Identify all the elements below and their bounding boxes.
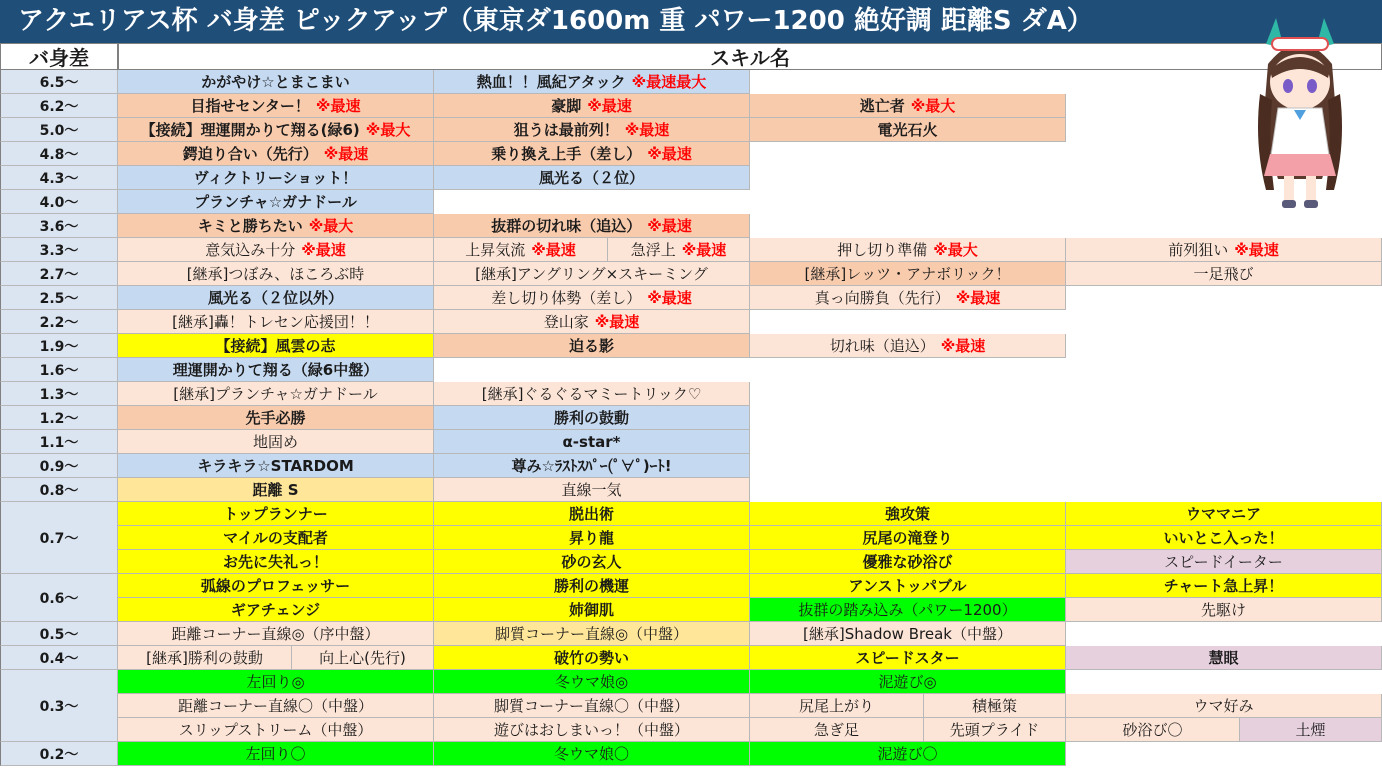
note-label: ※最速	[647, 289, 692, 307]
distance-cell	[0, 310, 118, 334]
skill-cell-label: 熱血！！風紀アタック	[476, 73, 626, 91]
skill-cell-label: 差し切り体勢（差し）	[491, 289, 642, 307]
distance-cell-label: 6.5～	[39, 74, 79, 91]
skill-cell-label: かがやけ☆とまこまい	[201, 73, 350, 91]
skill-cell-label: 直線一気	[561, 481, 622, 499]
skill-cell	[434, 550, 750, 574]
skill-cell-label: 一足飛び	[1193, 265, 1254, 283]
skill-cell	[118, 694, 434, 718]
skill-cell-label: 上昇気流	[465, 241, 526, 259]
skill-cell-label: 慧眼	[1208, 649, 1239, 667]
skill-cell-label: 砂の玄人	[561, 553, 622, 571]
note-label: ※最大	[365, 121, 411, 139]
distance-cell	[0, 574, 118, 622]
skill-cell-label: 向上心(先行)	[319, 649, 406, 667]
skill-cell	[1066, 502, 1382, 526]
skill-cell	[1066, 598, 1382, 622]
skill-cell	[1066, 574, 1382, 598]
skill-cell	[434, 646, 750, 670]
skill-cell-label: ヴィクトリーショット！	[193, 169, 358, 187]
skill-cell	[750, 286, 1066, 310]
skill-cell-label: 強攻策	[884, 505, 930, 523]
distance-cell-label: 1.3～	[39, 386, 79, 403]
distance-cell	[0, 502, 118, 574]
skill-cell-label: 砂浴び〇	[1122, 721, 1183, 739]
skill-cell-label: 地固め	[252, 433, 298, 451]
skill-cell-label: 左回り〇	[245, 745, 306, 763]
distance-cell-label: 3.6～	[39, 218, 79, 235]
skill-cell-label: 先手必勝	[245, 409, 306, 427]
distance-cell	[0, 430, 118, 454]
skill-cell	[434, 70, 750, 94]
skill-cell-label: 左回り◎	[246, 673, 305, 691]
skill-cell	[750, 238, 1066, 262]
skill-cell	[118, 262, 434, 286]
skill-cell-label: 狙うは最前列！	[513, 121, 619, 139]
skill-cell	[750, 622, 1066, 646]
distance-cell-label: 0.8～	[39, 482, 79, 499]
skill-cell	[434, 742, 750, 766]
distance-cell-label: 0.4～	[39, 650, 79, 667]
skill-cell	[434, 238, 608, 262]
note-label: ※最速	[647, 217, 692, 235]
skill-cell	[750, 646, 1066, 670]
distance-cell-label: 5.0～	[39, 122, 79, 139]
skill-cell	[750, 694, 924, 718]
skill-cell-label: ウマ好み	[1193, 697, 1254, 715]
distance-cell-label: 4.8～	[39, 146, 79, 163]
skill-cell	[434, 694, 750, 718]
skill-cell-label: 距離コーナー直線◎（序中盤）	[171, 625, 380, 643]
character-illustration	[1220, 4, 1380, 216]
distance-cell	[0, 70, 118, 94]
skill-cell-label: 土煙	[1295, 721, 1326, 739]
skill-cell-label: 尊み☆ﾗｽﾄｽﾊﾟｰ(ﾟ∀ﾟ)ｰﾄ!	[511, 457, 672, 475]
skill-cell	[434, 334, 750, 358]
skill-cell-label: 急浮上	[630, 241, 676, 259]
skill-cell	[1066, 238, 1382, 262]
skill-cell	[118, 142, 434, 166]
skill-cell	[434, 382, 750, 406]
note-label: ※最速	[594, 313, 640, 331]
header-skill	[118, 43, 1382, 70]
skill-cell	[118, 478, 434, 502]
skill-cell-label: 風光る（２位以外）	[207, 289, 343, 307]
skill-cell	[118, 502, 434, 526]
note-label: ※最大	[308, 217, 354, 235]
distance-cell-label: 3.3～	[39, 242, 79, 259]
skill-cell-label: 乗り換え上手（差し）	[491, 145, 642, 163]
skill-cell-label: 尻尾上がり	[798, 697, 874, 715]
skill-cell-label: [継承]ぐるぐるマミートリック♡	[481, 385, 702, 403]
skill-cell-label: 遊びはおしまいっ！（中盤）	[493, 721, 689, 739]
distance-cell	[0, 454, 118, 478]
skill-cell	[118, 94, 434, 118]
skill-cell	[1240, 718, 1382, 742]
note-label: ※最速	[301, 241, 346, 259]
skill-cell	[118, 358, 434, 382]
distance-cell-label: 0.6～	[39, 590, 79, 607]
distance-cell	[0, 670, 118, 742]
skill-cell	[292, 646, 434, 670]
skill-cell	[118, 646, 292, 670]
skill-cell	[118, 718, 434, 742]
skill-cell-label: 積極策	[971, 697, 1017, 715]
skill-cell	[924, 694, 1066, 718]
skill-cell	[434, 166, 750, 190]
skill-cell	[118, 286, 434, 310]
skill-cell-label: 冬ウマ娘◎	[554, 673, 629, 691]
skill-cell-label: 理運開かりて翔る（緑6中盤）	[172, 361, 379, 379]
skill-cell	[118, 526, 434, 550]
skill-cell	[434, 670, 750, 694]
note-label: ※最速	[681, 241, 727, 259]
skill-cell-label: 脱出術	[568, 505, 614, 523]
skill-cell-label: スリップストリーム（中盤）	[178, 721, 373, 739]
skill-cell	[118, 214, 434, 238]
skill-cell-label: 冬ウマ娘〇	[553, 745, 629, 763]
skill-cell	[434, 526, 750, 550]
skill-cell-label: トップランナー	[223, 505, 328, 523]
note-label: ※最速	[955, 289, 1001, 307]
skill-cell-label: [継承]勝利の鼓動	[146, 649, 263, 667]
skill-cell-label: 先駆け	[1200, 601, 1246, 619]
skill-cell	[434, 142, 750, 166]
distance-cell	[0, 382, 118, 406]
skill-cell-label: α-star*	[562, 432, 621, 451]
skill-cell	[118, 622, 434, 646]
note-label: ※最速	[323, 145, 369, 163]
skill-cell-label: 風光る（２位）	[538, 169, 644, 187]
distance-cell-label: 2.7～	[39, 266, 79, 283]
skill-cell-label: [継承]Shadow Break（中盤）	[803, 625, 1012, 643]
note-label: ※最速	[1234, 241, 1279, 259]
distance-cell	[0, 190, 118, 214]
skill-cell	[434, 118, 750, 142]
skill-cell	[1066, 526, 1382, 550]
skill-cell-label: 優雅な砂浴び	[862, 553, 953, 571]
skill-cell-label: 逃亡者	[859, 97, 905, 115]
skill-cell	[1066, 646, 1382, 670]
skill-cell-label: 豪脚	[551, 97, 582, 115]
note-label: ※最速	[624, 121, 670, 139]
skill-cell-label: 脚質コーナー直線◎（中盤）	[494, 625, 689, 643]
distance-cell	[0, 742, 118, 766]
skill-cell	[750, 262, 1066, 286]
note-label: ※最速	[940, 337, 986, 355]
skill-cell	[434, 286, 750, 310]
skill-cell-label: ウママニア	[1185, 505, 1261, 523]
skill-cell-label: 目指せセンター！	[190, 97, 310, 115]
skill-cell	[434, 310, 750, 334]
skill-cell	[750, 526, 1066, 550]
distance-cell	[0, 334, 118, 358]
distance-cell	[0, 262, 118, 286]
skill-cell-label: チャート急上昇！	[1163, 577, 1284, 595]
skill-cell-label: 鍔迫り合い（先行）	[182, 145, 318, 163]
skill-cell	[750, 598, 1066, 622]
skill-cell	[434, 430, 750, 454]
skill-cell-label: 泥遊び〇	[877, 745, 938, 763]
skill-cell	[434, 718, 750, 742]
skill-cell-label: スピードイーター	[1164, 553, 1283, 571]
note-label: ※最速最大	[631, 73, 707, 91]
skill-cell-label: 破竹の勢い	[553, 649, 629, 667]
skill-cell-label: アンストッパブル	[848, 577, 967, 595]
skill-cell	[1066, 718, 1240, 742]
skill-cell	[434, 262, 750, 286]
skill-cell-label: 距離 S	[252, 481, 299, 499]
distance-cell-label: 4.3～	[39, 170, 79, 187]
skill-cell-label: 尻尾の滝登り	[862, 529, 953, 547]
skill-cell	[750, 718, 924, 742]
distance-cell-label: 0.7～	[39, 530, 79, 547]
distance-cell	[0, 286, 118, 310]
skill-cell	[118, 118, 434, 142]
skill-cell	[434, 94, 750, 118]
skill-cell	[118, 574, 434, 598]
skill-cell	[434, 574, 750, 598]
distance-cell-label: 1.6～	[39, 362, 79, 379]
skill-cell	[750, 118, 1066, 142]
distance-cell	[0, 118, 118, 142]
skill-cell	[118, 238, 434, 262]
skill-cell-label: キミと勝ちたい	[197, 217, 303, 235]
skill-cell	[750, 742, 1066, 766]
skill-cell	[434, 598, 750, 622]
skill-cell-label: 迫る影	[568, 337, 614, 355]
skill-cell	[118, 190, 434, 214]
skill-cell	[118, 430, 434, 454]
note-label: ※最速	[531, 241, 576, 259]
skill-cell	[750, 94, 1066, 118]
skill-cell	[118, 550, 434, 574]
skill-cell	[750, 550, 1066, 574]
skill-cell	[1066, 262, 1382, 286]
distance-cell-label: 0.3～	[39, 698, 79, 715]
skill-cell-label: 【接続】理運開かりて翔る(緑6)	[140, 121, 360, 139]
distance-cell	[0, 142, 118, 166]
skill-cell-label: 【接続】風雲の志	[215, 337, 336, 355]
distance-cell	[0, 622, 118, 646]
skill-cell-label: [継承]プランチャ☆ガナドール	[173, 385, 378, 403]
distance-cell	[0, 478, 118, 502]
distance-cell-label: 2.2～	[39, 314, 79, 331]
skill-cell	[750, 502, 1066, 526]
distance-cell	[0, 214, 118, 238]
skill-cell-label: 昇り龍	[568, 529, 614, 547]
skill-cell	[750, 670, 1066, 694]
skill-cell-label: キラキラ☆STARDOM	[197, 457, 354, 475]
skill-cell-label: お先に失礼っ！	[222, 553, 328, 571]
skill-cell	[118, 382, 434, 406]
skill-cell	[750, 574, 1066, 598]
skill-cell-label: [継承]つぼみ、ほころぶ時	[186, 265, 365, 283]
header-skill-label: スキル名	[710, 46, 790, 70]
skill-cell	[434, 478, 750, 502]
note-label: ※最大	[933, 241, 978, 259]
skill-cell-label: 脚質コーナー直線〇（中盤）	[493, 697, 689, 715]
skill-cell	[118, 406, 434, 430]
distance-cell-label: 1.9～	[39, 338, 79, 355]
distance-cell-label: 1.1～	[39, 434, 79, 451]
distance-cell	[0, 166, 118, 190]
skill-cell	[118, 742, 434, 766]
skill-cell-label: 前列狙い	[1168, 241, 1229, 259]
skill-cell-label: 勝利の機運	[553, 577, 629, 595]
skill-cell-label: [継承]アングリング×スキーミング	[475, 265, 708, 283]
distance-cell-label: 0.2～	[39, 746, 79, 763]
distance-cell-label: 1.2～	[39, 410, 79, 427]
skill-cell	[118, 670, 434, 694]
skill-cell	[750, 334, 1066, 358]
skill-cell-label: いいとこ入った！	[1163, 529, 1284, 547]
distance-cell	[0, 238, 118, 262]
skill-cell	[434, 454, 750, 478]
skill-cell	[118, 454, 434, 478]
skill-cell-label: 登山家	[543, 313, 589, 331]
skill-cell	[118, 70, 434, 94]
skill-cell-label: [継承]レッツ・アナボリック！	[804, 265, 1011, 283]
skill-cell	[608, 238, 750, 262]
skill-cell	[1066, 694, 1382, 718]
skill-cell-label: プランチャ☆ガナドール	[194, 193, 357, 211]
distance-cell	[0, 646, 118, 670]
skill-cell-label: 押し切り準備	[837, 241, 928, 259]
skill-cell-label: [継承]轟！トレセン応援団！！	[172, 313, 379, 331]
note-label: ※最速	[587, 97, 632, 115]
distance-cell-label: 2.5～	[39, 290, 79, 307]
header-distance-label: バ身差	[29, 46, 89, 70]
skill-cell	[118, 310, 434, 334]
skill-cell-label: 姉御肌	[568, 601, 614, 619]
skill-cell	[434, 406, 750, 430]
distance-cell	[0, 358, 118, 382]
note-label: ※最大	[910, 97, 956, 115]
skill-cell	[1066, 550, 1382, 574]
skill-cell	[118, 334, 434, 358]
skill-cell	[924, 718, 1066, 742]
distance-cell	[0, 406, 118, 430]
skill-cell-label: 電光石火	[877, 121, 938, 139]
skill-cell-label: 先頭プライド	[949, 721, 1040, 739]
page-title: アクエリアス杯 バ身差 ピックアップ（東京ダ1600m 重 パワー1200 絶好調 距離S ダA）	[0, 0, 1382, 43]
skill-cell-label: 泥遊び◎	[878, 673, 937, 691]
skill-cell	[434, 622, 750, 646]
skill-cell	[434, 502, 750, 526]
skill-cell	[118, 166, 434, 190]
skill-cell-label: マイルの支配者	[223, 529, 328, 547]
skill-cell-label: 抜群の切れ味（追込）	[491, 217, 642, 235]
distance-cell-label: 0.5～	[39, 626, 79, 643]
skill-cell-label: スピードスター	[855, 649, 960, 667]
skill-cell-label: 抜群の踏み込み（パワー1200）	[798, 601, 1017, 619]
skill-cell-label: 距離コーナー直線〇（中盤）	[177, 697, 373, 715]
skill-cell-label: ギアチェンジ	[230, 601, 321, 619]
skill-cell-label: 弧線のプロフェッサー	[200, 577, 351, 595]
note-label: ※最速	[315, 97, 361, 115]
skill-table	[0, 43, 1382, 772]
distance-cell	[0, 94, 118, 118]
skill-cell-label: 切れ味（追込）	[829, 337, 935, 355]
skill-cell-label: 急ぎ足	[813, 721, 859, 739]
skill-cell-label: 意気込み十分	[205, 241, 296, 259]
distance-cell-label: 0.9～	[39, 458, 79, 475]
distance-cell-label: 6.2～	[39, 98, 79, 115]
distance-cell-label: 4.0～	[39, 194, 79, 211]
skill-cell-label: 真っ向勝負（先行）	[814, 289, 950, 307]
header-distance	[0, 43, 118, 70]
note-label: ※最速	[647, 145, 692, 163]
skill-cell	[118, 598, 434, 622]
skill-cell-label: 勝利の鼓動	[553, 409, 629, 427]
skill-cell	[434, 214, 750, 238]
